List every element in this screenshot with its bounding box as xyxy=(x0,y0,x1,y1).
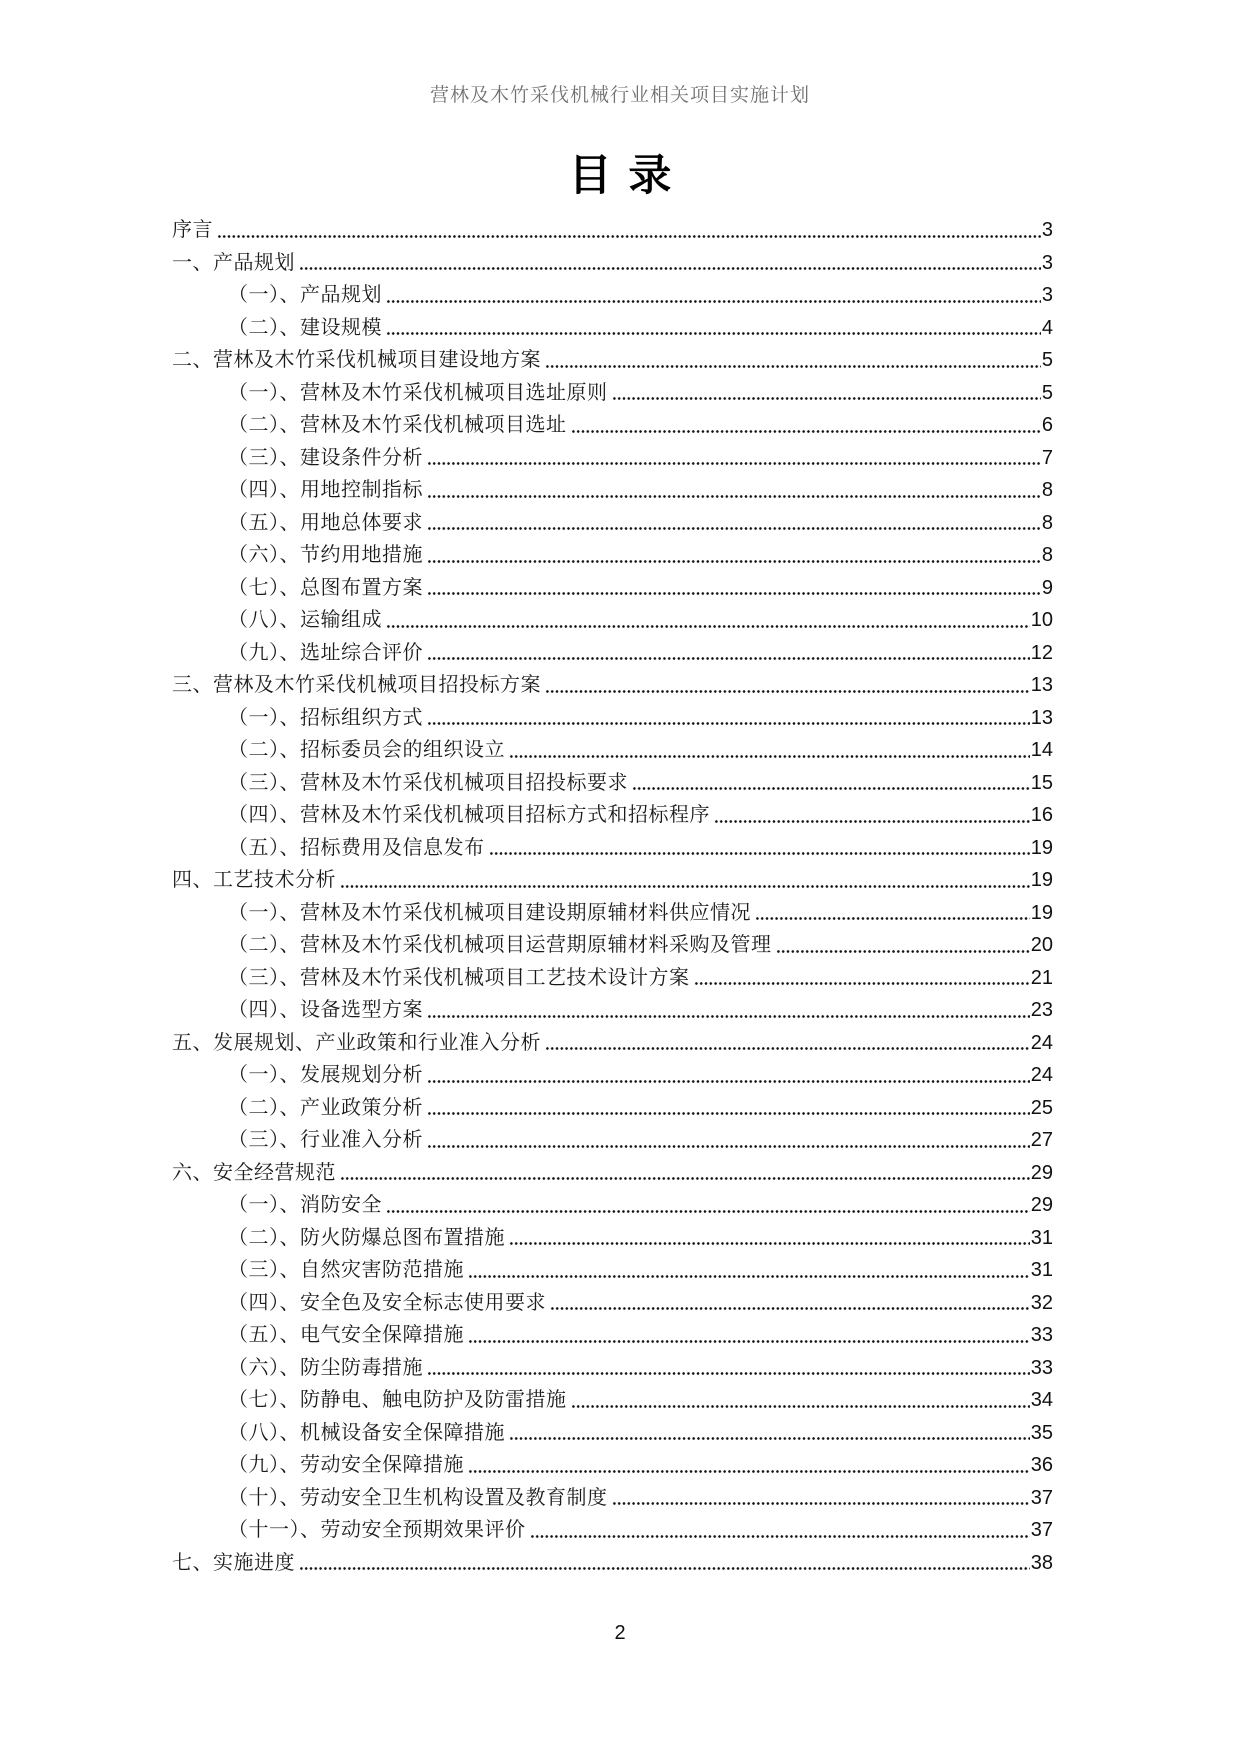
toc-entry-label: （三）、建设条件分析 xyxy=(228,446,423,469)
toc-entry-page-number: 21 xyxy=(1030,966,1053,989)
toc-entry[interactable] xyxy=(172,572,1053,605)
toc-entry-label: （三）、营林及木竹采伐机械项目工艺技术设计方案 xyxy=(228,966,690,989)
toc-entry-label: （十一）、劳动安全预期效果评价 xyxy=(228,1519,526,1541)
toc-entry-page-number: 19 xyxy=(1030,836,1053,859)
toc-entry-page-number: 20 xyxy=(1030,934,1053,956)
toc-entry-page-number: 5 xyxy=(1041,381,1053,404)
toc-entry-label: （一）、消防安全 xyxy=(228,1194,382,1216)
toc-entry[interactable] xyxy=(172,1514,1053,1547)
toc-entry-label: （四）、营林及木竹采伐机械项目招标方式和招标程序 xyxy=(228,804,710,826)
toc-leader-dots xyxy=(386,312,1041,345)
toc-entry-page-number: 10 xyxy=(1030,609,1053,631)
toc-entry[interactable] xyxy=(172,1319,1053,1352)
toc-entry-label: （五）、用地总体要求 xyxy=(228,511,423,534)
page-number-footer: 2 xyxy=(614,1622,626,1644)
toc-entry-page-number: 29 xyxy=(1030,1161,1053,1184)
toc-title: 目 录 xyxy=(568,153,672,200)
toc-entry-page-number: 13 xyxy=(1030,706,1053,729)
toc-entry-label: （二）、招标委员会的组织设立 xyxy=(228,739,505,761)
toc-entry-label: 四、工艺技术分析 xyxy=(172,869,336,891)
toc-entry[interactable] xyxy=(172,767,1053,800)
toc-entry-label: 一、产品规划 xyxy=(172,251,295,274)
toc-entry-label: （三）、营林及木竹采伐机械项目招投标要求 xyxy=(228,771,628,794)
toc-leader-dots xyxy=(427,637,1030,670)
toc-entry[interactable] xyxy=(172,929,1053,962)
toc-entry-page-number: 33 xyxy=(1030,1324,1053,1346)
toc-entry-page-number: 7 xyxy=(1041,446,1053,469)
toc-entry[interactable] xyxy=(172,1384,1053,1417)
toc-entry-label: （四）、设备选型方案 xyxy=(228,999,423,1021)
toc-entry-label: （八）、运输组成 xyxy=(228,609,382,631)
toc-entry[interactable] xyxy=(172,1254,1053,1287)
toc-leader-dots xyxy=(714,799,1030,832)
toc-entry-label: （一）、营林及木竹采伐机械项目选址原则 xyxy=(228,381,608,404)
toc-entry[interactable] xyxy=(172,1157,1053,1190)
toc-entry[interactable] xyxy=(172,832,1053,865)
toc-entry-label: （一）、产品规划 xyxy=(228,284,382,306)
toc-entry-label: 六、安全经营规范 xyxy=(172,1161,336,1184)
toc-entry-page-number: 31 xyxy=(1030,1226,1053,1249)
toc-entry-page-number: 13 xyxy=(1030,674,1053,696)
toc-entry[interactable] xyxy=(172,539,1053,572)
toc-entry-label: （九）、选址综合评价 xyxy=(228,641,423,664)
toc-entry-label: （五）、电气安全保障措施 xyxy=(228,1324,464,1346)
toc-entry-page-number: 4 xyxy=(1041,316,1053,339)
toc-entry-page-number: 19 xyxy=(1030,901,1053,924)
toc-entry-page-number: 31 xyxy=(1030,1259,1053,1281)
toc-entry-label: （六）、防尘防毒措施 xyxy=(228,1356,423,1379)
toc-entry[interactable] xyxy=(172,669,1053,702)
toc-leader-dots xyxy=(340,864,1030,897)
toc-entry-label: （二）、建设规模 xyxy=(228,316,382,339)
toc-leader-dots xyxy=(468,1319,1030,1352)
toc-entry-label: 三、营林及木竹采伐机械项目招投标方案 xyxy=(172,674,541,696)
toc-entry[interactable] xyxy=(172,279,1053,312)
toc-entry[interactable] xyxy=(172,1092,1053,1125)
toc-entry[interactable] xyxy=(172,1027,1053,1060)
toc-leader-dots xyxy=(694,962,1030,995)
toc-entry[interactable] xyxy=(172,1222,1053,1255)
toc-entry-page-number: 38 xyxy=(1030,1551,1053,1574)
toc-entry[interactable] xyxy=(172,637,1053,670)
toc-leader-dots xyxy=(427,1352,1030,1385)
toc-entry[interactable] xyxy=(172,507,1053,540)
toc-leader-dots xyxy=(427,442,1041,475)
toc-entry-page-number: 12 xyxy=(1030,641,1053,664)
toc-entry[interactable] xyxy=(172,1352,1053,1385)
toc-leader-dots xyxy=(612,377,1041,410)
toc-entry-label: （七）、防静电、触电防护及防雷措施 xyxy=(228,1389,567,1411)
toc-entry[interactable] xyxy=(172,1124,1053,1157)
toc-entry-page-number: 3 xyxy=(1041,284,1053,306)
toc-entry[interactable] xyxy=(172,247,1053,280)
toc-entry[interactable] xyxy=(172,1449,1053,1482)
toc-entry[interactable] xyxy=(172,1059,1053,1092)
toc-entry[interactable] xyxy=(172,994,1053,1027)
toc-leader-dots xyxy=(427,702,1030,735)
toc-leader-dots xyxy=(427,507,1041,540)
toc-entry-label: （八）、机械设备安全保障措施 xyxy=(228,1421,505,1444)
toc-leader-dots xyxy=(545,669,1030,702)
toc-entry-label: 七、实施进度 xyxy=(172,1551,295,1574)
table-of-contents xyxy=(172,214,1053,1579)
toc-leader-dots xyxy=(427,1092,1030,1125)
toc-entry[interactable] xyxy=(172,344,1053,377)
toc-entry-label: 二、营林及木竹采伐机械项目建设地方案 xyxy=(172,349,541,371)
toc-entry[interactable] xyxy=(172,442,1053,475)
toc-leader-dots xyxy=(427,1059,1030,1092)
toc-entry-label: 五、发展规划、产业政策和行业准入分析 xyxy=(172,1031,541,1054)
toc-entry-page-number: 34 xyxy=(1030,1389,1053,1411)
toc-entry-page-number: 33 xyxy=(1030,1356,1053,1379)
toc-entry-label: （六）、节约用地措施 xyxy=(228,544,423,566)
toc-entry-label: （一）、发展规划分析 xyxy=(228,1064,423,1086)
toc-leader-dots xyxy=(386,1189,1030,1222)
toc-leader-dots xyxy=(489,832,1030,865)
toc-entry[interactable] xyxy=(172,1189,1053,1222)
toc-entry-label: （二）、营林及木竹采伐机械项目运营期原辅材料采购及管理 xyxy=(228,934,772,956)
toc-entry[interactable] xyxy=(172,1482,1053,1515)
toc-leader-dots xyxy=(755,897,1030,930)
toc-entry[interactable] xyxy=(172,312,1053,345)
toc-leader-dots xyxy=(509,734,1030,767)
toc-entry-page-number: 6 xyxy=(1041,414,1053,436)
toc-leader-dots xyxy=(299,247,1041,280)
toc-leader-dots xyxy=(427,1124,1030,1157)
toc-leader-dots xyxy=(468,1254,1030,1287)
toc-entry-page-number: 19 xyxy=(1030,869,1053,891)
toc-leader-dots xyxy=(427,539,1041,572)
toc-entry-label: （一）、招标组织方式 xyxy=(228,706,423,729)
toc-leader-dots xyxy=(427,572,1041,605)
toc-entry-page-number: 8 xyxy=(1041,479,1053,501)
toc-entry-label: （九）、劳动安全保障措施 xyxy=(228,1454,464,1476)
toc-entry-label: （三）、行业准入分析 xyxy=(228,1129,423,1151)
toc-leader-dots xyxy=(530,1514,1030,1547)
toc-leader-dots xyxy=(571,409,1041,442)
toc-entry-label: （三）、自然灾害防范措施 xyxy=(228,1259,464,1281)
toc-entry-label: （七）、总图布置方案 xyxy=(228,576,423,599)
toc-entry-label: （二）、营林及木竹采伐机械项目选址 xyxy=(228,414,567,436)
toc-leader-dots xyxy=(509,1417,1030,1450)
toc-leader-dots xyxy=(776,929,1030,962)
toc-leader-dots xyxy=(386,279,1041,312)
toc-entry[interactable] xyxy=(172,214,1053,247)
toc-leader-dots xyxy=(571,1384,1030,1417)
toc-entry-page-number: 5 xyxy=(1041,349,1053,371)
toc-entry[interactable] xyxy=(172,962,1053,995)
toc-entry[interactable] xyxy=(172,864,1053,897)
toc-entry[interactable] xyxy=(172,377,1053,410)
toc-leader-dots xyxy=(468,1449,1030,1482)
toc-entry-page-number: 24 xyxy=(1030,1064,1053,1086)
toc-entry-label: （五）、招标费用及信息发布 xyxy=(228,836,485,859)
toc-entry-page-number: 14 xyxy=(1030,739,1053,761)
toc-entry-page-number: 27 xyxy=(1030,1129,1053,1151)
toc-entry-page-number: 36 xyxy=(1030,1454,1053,1476)
toc-leader-dots xyxy=(340,1157,1030,1190)
toc-leader-dots xyxy=(427,994,1030,1027)
toc-entry-page-number: 16 xyxy=(1030,804,1053,826)
toc-entry[interactable] xyxy=(172,1547,1053,1580)
toc-entry-label: （十）、劳动安全卫生机构设置及教育制度 xyxy=(228,1486,608,1509)
toc-entry-label: 序言 xyxy=(172,219,213,241)
toc-entry-label: （二）、产业政策分析 xyxy=(228,1096,423,1119)
toc-entry[interactable] xyxy=(172,702,1053,735)
toc-entry-page-number: 8 xyxy=(1041,511,1053,534)
toc-leader-dots xyxy=(386,604,1030,637)
toc-entry[interactable] xyxy=(172,897,1053,930)
toc-entry-page-number: 37 xyxy=(1030,1519,1053,1541)
toc-entry-label: （四）、安全色及安全标志使用要求 xyxy=(228,1291,546,1314)
toc-entry[interactable] xyxy=(172,799,1053,832)
toc-entry-page-number: 8 xyxy=(1041,544,1053,566)
toc-entry-page-number: 29 xyxy=(1030,1194,1053,1216)
toc-leader-dots xyxy=(545,1027,1030,1060)
toc-entry-page-number: 3 xyxy=(1041,251,1053,274)
toc-entry-page-number: 32 xyxy=(1030,1291,1053,1314)
toc-leader-dots xyxy=(545,344,1041,377)
toc-entry-page-number: 15 xyxy=(1030,771,1053,794)
toc-leader-dots xyxy=(427,474,1041,507)
toc-leader-dots xyxy=(509,1222,1030,1255)
toc-entry-page-number: 25 xyxy=(1030,1096,1053,1119)
toc-entry[interactable] xyxy=(172,409,1053,442)
toc-leader-dots xyxy=(612,1482,1030,1515)
toc-entry[interactable] xyxy=(172,474,1053,507)
toc-entry-page-number: 23 xyxy=(1030,999,1053,1021)
toc-entry[interactable] xyxy=(172,1417,1053,1450)
toc-entry[interactable] xyxy=(172,734,1053,767)
toc-entry-page-number: 35 xyxy=(1030,1421,1053,1444)
toc-entry-page-number: 37 xyxy=(1030,1486,1053,1509)
toc-entry-label: （二）、防火防爆总图布置措施 xyxy=(228,1226,505,1249)
toc-entry-page-number: 24 xyxy=(1030,1031,1053,1054)
toc-entry-label: （四）、用地控制指标 xyxy=(228,479,423,501)
toc-entry-page-number: 3 xyxy=(1041,219,1053,241)
toc-entry[interactable] xyxy=(172,1287,1053,1320)
toc-leader-dots xyxy=(550,1287,1030,1320)
document-header-title: 营林及木竹采伐机械行业相关项目实施计划 xyxy=(429,85,810,106)
toc-leader-dots xyxy=(299,1547,1030,1580)
toc-leader-dots xyxy=(217,214,1041,247)
toc-entry[interactable] xyxy=(172,604,1053,637)
toc-leader-dots xyxy=(632,767,1030,800)
toc-entry-label: （一）、营林及木竹采伐机械项目建设期原辅材料供应情况 xyxy=(228,901,751,924)
toc-entry-page-number: 9 xyxy=(1041,576,1053,599)
